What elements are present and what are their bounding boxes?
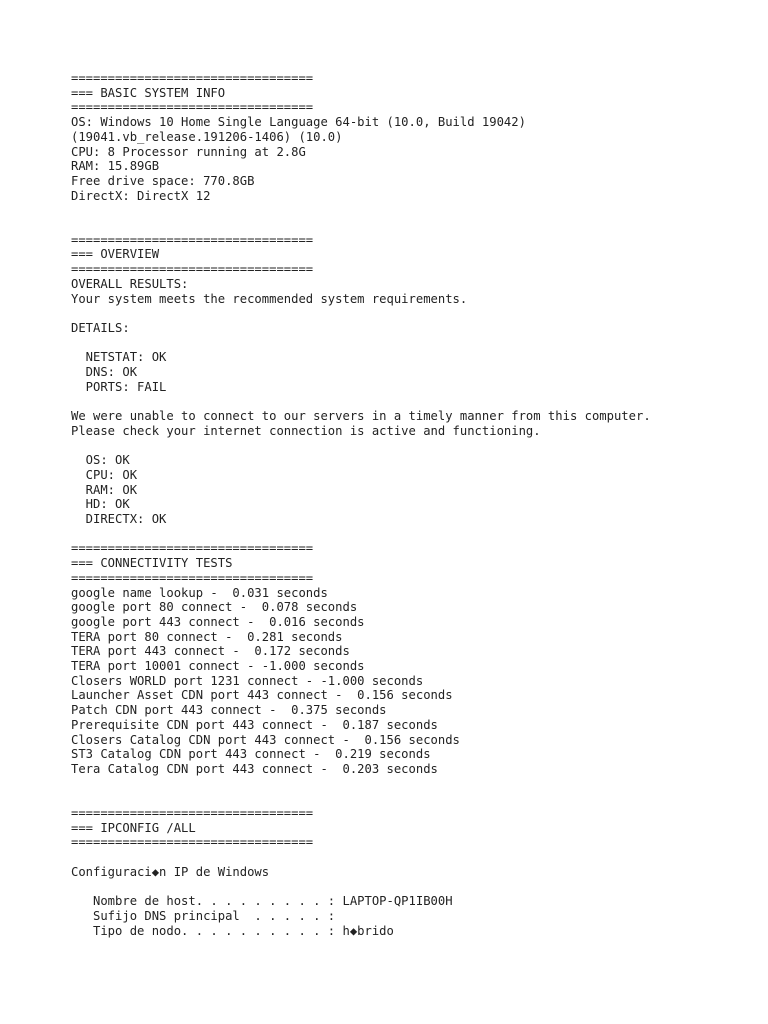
report-line: ================================= (71, 806, 314, 821)
blank-line (71, 777, 751, 792)
connectivity-result: google port 443 connect - 0.016 seconds (71, 614, 365, 629)
blank-line (71, 439, 751, 454)
connectivity-result: Closers Catalog CDN port 443 connect - 0.156 seconds (71, 732, 460, 747)
connectivity-result: Launcher Asset CDN port 443 connect - 0.156 seconds (71, 688, 453, 703)
system-report-document (71, 71, 751, 938)
overall-results-text: Your system meets the recommended system requirements. (71, 291, 468, 306)
report-line: ================================= (71, 570, 314, 585)
blank-line (71, 336, 751, 351)
section-heading-overview: === OVERVIEW (71, 247, 160, 262)
blank-line (71, 850, 751, 865)
connectivity-result: TERA port 443 connect - 0.172 seconds (71, 644, 350, 659)
ports-status: PORTS: FAIL (71, 379, 167, 394)
connectivity-result: Patch CDN port 443 connect - 0.375 seconds (71, 703, 387, 718)
directx-status: DIRECTX: OK (71, 512, 167, 526)
dns-suffix: Sufijo DNS principal . . . . . : (71, 908, 336, 923)
connectivity-result: ST3 Catalog CDN port 443 connect - 0.219 seconds (71, 747, 431, 762)
cpu-info: CPU: 8 Processor running at 2.8G (71, 144, 306, 159)
section-heading-ipconfig: === IPCONFIG /ALL (71, 820, 196, 835)
section-heading-connectivity-tests: === CONNECTIVITY TESTS (71, 556, 233, 571)
connectivity-result: TERA port 10001 connect - -1.000 seconds (71, 659, 365, 674)
connectivity-result: Closers WORLD port 1231 connect - -1.000 seconds (71, 673, 424, 688)
os-info: OS: Windows 10 Home Single Language 64-bit (10.0, Build 19042) (71, 115, 526, 130)
dns-status: DNS: OK (71, 365, 138, 379)
report-line: ================================= (71, 541, 314, 556)
overall-results-label: OVERALL RESULTS: (71, 276, 189, 291)
blank-line (71, 880, 751, 895)
blank-line (71, 394, 751, 409)
blank-line (71, 203, 751, 218)
ram-status: RAM: OK (71, 482, 138, 497)
report-line: ================================= (71, 100, 314, 115)
report-line: ================================= (71, 835, 314, 850)
report-line: ================================= (71, 232, 314, 247)
connectivity-result: Tera Catalog CDN port 443 connect - 0.203 seconds (71, 761, 438, 776)
section-heading-basic-system-info: === BASIC SYSTEM INFO (71, 85, 226, 100)
connection-warning: We were unable to connect to our servers in a timely manner from this computer. (71, 409, 651, 424)
cpu-status: CPU: OK (71, 467, 138, 482)
ip-config-title: Configuraci◆n IP de Windows (71, 864, 270, 879)
report-line: ================================= (71, 262, 314, 277)
connectivity-result: google name lookup - 0.031 seconds (71, 585, 328, 600)
connectivity-result: TERA port 80 connect - 0.281 seconds (71, 629, 343, 644)
netstat-status: NETSTAT: OK (71, 350, 167, 365)
hd-status: HD: OK (71, 497, 130, 512)
connectivity-result: google port 80 connect - 0.078 seconds (71, 600, 358, 615)
blank-line (71, 218, 751, 233)
host-name: Nombre de host. . . . . . . . . : LAPTOP-QP1IB00H (71, 894, 453, 909)
blank-line (71, 527, 751, 542)
node-type: Tipo de nodo. . . . . . . . . . : h◆brido (71, 923, 394, 938)
os-build-info: (19041.vb_release.191206-1406) (10.0) (71, 129, 343, 144)
ram-info: RAM: 15.89GB (71, 159, 160, 174)
connectivity-result: Prerequisite CDN port 443 connect - 0.187 seconds (71, 717, 438, 732)
connection-advice: Please check your internet connection is active and functioning. (71, 423, 541, 438)
os-status: OS: OK (71, 453, 130, 468)
drive-space-info: Free drive space: 770.8GB (71, 173, 255, 188)
directx-info: DirectX: DirectX 12 (71, 188, 211, 203)
report-line: ================================= (71, 71, 314, 85)
details-label: DETAILS: (71, 320, 130, 335)
blank-line (71, 791, 751, 806)
blank-line (71, 306, 751, 321)
